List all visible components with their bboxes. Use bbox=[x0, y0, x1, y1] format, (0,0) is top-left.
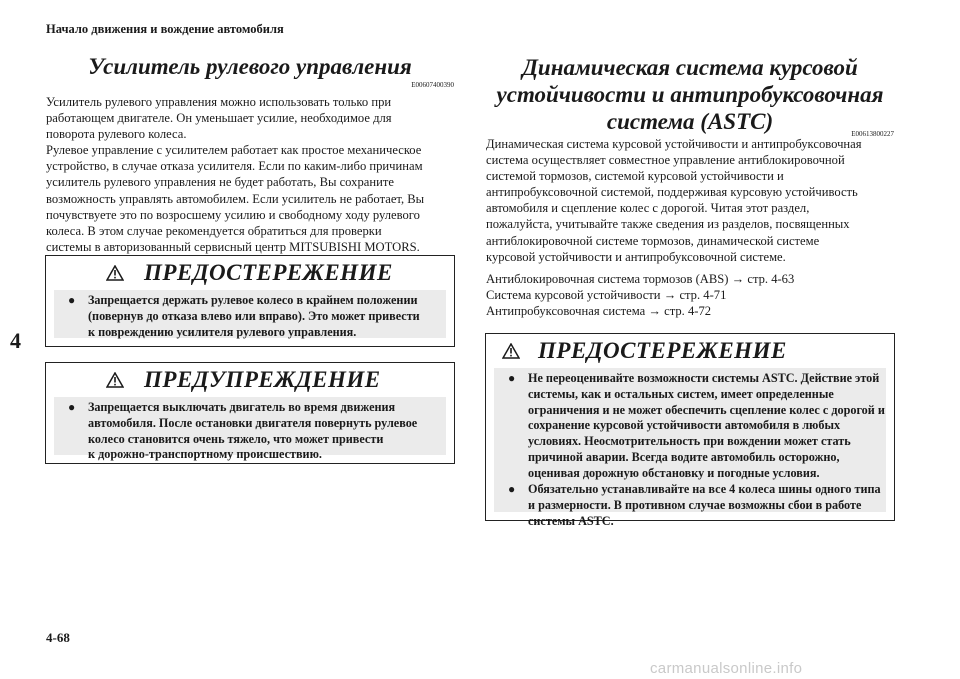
warning-triangle-icon bbox=[106, 265, 124, 281]
text-line: поворота рулевого колеса. bbox=[46, 127, 187, 142]
chapter-header: Начало движения и вождение автомобиля bbox=[46, 22, 284, 36]
heading-line: устойчивости и антипробуксовочная bbox=[496, 82, 884, 107]
box-title: ПРЕДОСТЕРЕЖЕНИЕ bbox=[538, 338, 787, 363]
cross-references bbox=[486, 271, 896, 319]
text-line: работающем двигателе. Он уменьшает усилие, необходимое для bbox=[46, 111, 392, 126]
text-line: системы в авторизованный сервисный центр MITSUBISHI MOTORS. bbox=[46, 239, 420, 254]
section-heading-power-steering: Усилитель рулевого управления bbox=[88, 54, 412, 79]
text-line: оценивая дорожную обстановку и погодные условия. bbox=[528, 465, 820, 480]
text-line: системы ASTC. bbox=[528, 513, 614, 528]
text-line: к дорожно-транспортному происшествию. bbox=[88, 447, 322, 462]
cross-reference-stability[interactable]: Система курсовой устойчивости → стр. 4-71 bbox=[486, 288, 727, 303]
text-line: антипробуксовочной системой, поддерживая курсовую устойчивость bbox=[486, 185, 858, 200]
box-header bbox=[46, 363, 454, 397]
box-body bbox=[494, 368, 886, 528]
text-line: Рулевое управление с усилителем работает как простое механическое bbox=[46, 143, 422, 158]
section-body-power-steering bbox=[46, 94, 456, 255]
section-code: E00613800227 bbox=[851, 130, 894, 138]
text-line: к повреждению усилителя рулевого управления. bbox=[88, 324, 357, 339]
text-line: Усилитель рулевого управления можно использовать только при bbox=[46, 95, 392, 109]
box-body bbox=[54, 290, 446, 338]
box-title: ПРЕДУПРЕЖДЕНИЕ bbox=[144, 367, 381, 392]
bullet-dot: ● bbox=[68, 293, 76, 307]
text-line: возможность управлять автомобилем. Если усилитель не работает, Вы bbox=[46, 191, 425, 206]
text-line: система осуществляет совместное управление антиблокировочной bbox=[486, 153, 845, 168]
list-item bbox=[508, 371, 885, 482]
section-heading-astc bbox=[486, 54, 894, 135]
text-line: системой тормозов, системой курсовой устойчивости и bbox=[486, 169, 784, 184]
text-line: (повернув до отказа влево или вправо). Это может привести bbox=[88, 308, 420, 323]
warning-triangle-icon bbox=[502, 343, 520, 359]
paragraph bbox=[486, 136, 896, 265]
bullet-dot: ● bbox=[508, 371, 516, 385]
text-line: курсовой устойчивости и антипробуксовочной системе. bbox=[486, 249, 786, 264]
text-line: антиблокировочной системе тормозов, динамической системе bbox=[486, 233, 820, 248]
text-line: устройство, в случае отказа усилителя. Если по каким-либо причинам bbox=[46, 159, 423, 174]
text-line: системы, как и остальных систем, имеет определенные bbox=[528, 386, 834, 401]
heading-line: система (ASTC) bbox=[606, 109, 774, 134]
section-body-astc bbox=[486, 136, 896, 265]
text-line: автомобиля. После остановки двигателя повернуть рулевое bbox=[88, 415, 418, 430]
text-line: сохранение курсовой устойчивости автомобиля в любых bbox=[528, 418, 841, 433]
warning-triangle-icon bbox=[106, 372, 124, 388]
bullet-dot: ● bbox=[508, 482, 516, 496]
page-number: 4-68 bbox=[46, 630, 70, 645]
caution-box-astc bbox=[485, 333, 895, 528]
text-line: Не переоценивайте возможности системы ASTC. Действие этой bbox=[528, 371, 880, 385]
caution-box-power-steering bbox=[45, 255, 455, 347]
list-item bbox=[68, 293, 420, 340]
text-line: причиной аварии. Всегда водите автомобиль осторожно, bbox=[528, 449, 840, 464]
paragraph bbox=[46, 94, 456, 142]
box-body bbox=[54, 397, 446, 462]
text-line: условиях. Неосмотрительность при вождении может стать bbox=[528, 434, 851, 449]
section-code: E00607400390 bbox=[411, 81, 454, 89]
cross-reference-abs[interactable]: Антиблокировочная система тормозов (ABS) → стр. 4-63 bbox=[486, 272, 795, 286]
text-line: колеса. В этом случае рекомендуется обратиться для проверки bbox=[46, 223, 382, 238]
text-line: усилитель рулевого управления не будет работать, Вы сохраните bbox=[46, 175, 394, 190]
list-item bbox=[508, 482, 881, 529]
text-line: Запрещается держать рулевое колесо в крайнем положении bbox=[88, 293, 418, 307]
list-item bbox=[68, 400, 417, 463]
warning-box-engine-off bbox=[45, 362, 455, 464]
box-header bbox=[46, 256, 454, 290]
chapter-tab: 4 bbox=[10, 328, 21, 353]
text-line: Запрещается выключать двигатель во время движения bbox=[88, 400, 396, 414]
text-line: ограничения и не может обеспечить сцепление колес с дорогой и bbox=[528, 402, 885, 417]
watermark: carmanualsonline.info bbox=[650, 660, 803, 677]
text-line: колесо становится очень тяжело, что может привести bbox=[88, 431, 384, 446]
text-line: почувствуете это по возросшему усилию и свободному ходу рулевого bbox=[46, 207, 420, 222]
paragraph bbox=[46, 142, 456, 255]
heading-line: Динамическая система курсовой bbox=[522, 55, 858, 80]
text-line: пожалуйста, учитывайте также сведения из разделов, посвященных bbox=[486, 217, 850, 232]
box-title: ПРЕДОСТЕРЕЖЕНИЕ bbox=[144, 260, 393, 285]
cross-reference-traction[interactable]: Антипробуксовочная система → стр. 4-72 bbox=[486, 304, 712, 319]
bullet-dot: ● bbox=[68, 400, 76, 414]
box-header bbox=[486, 334, 894, 368]
text-line: автомобиля и сцепление колес с дорогой. Читая этот раздел, bbox=[486, 201, 810, 216]
text-line: Обязательно устанавливайте на все 4 колеса шины одного типа bbox=[528, 482, 881, 496]
text-line: Динамическая система курсовой устойчивости и антипробуксовочная bbox=[486, 137, 862, 151]
text-line: и размерности. В противном случае возможны сбои в работе bbox=[528, 497, 862, 512]
